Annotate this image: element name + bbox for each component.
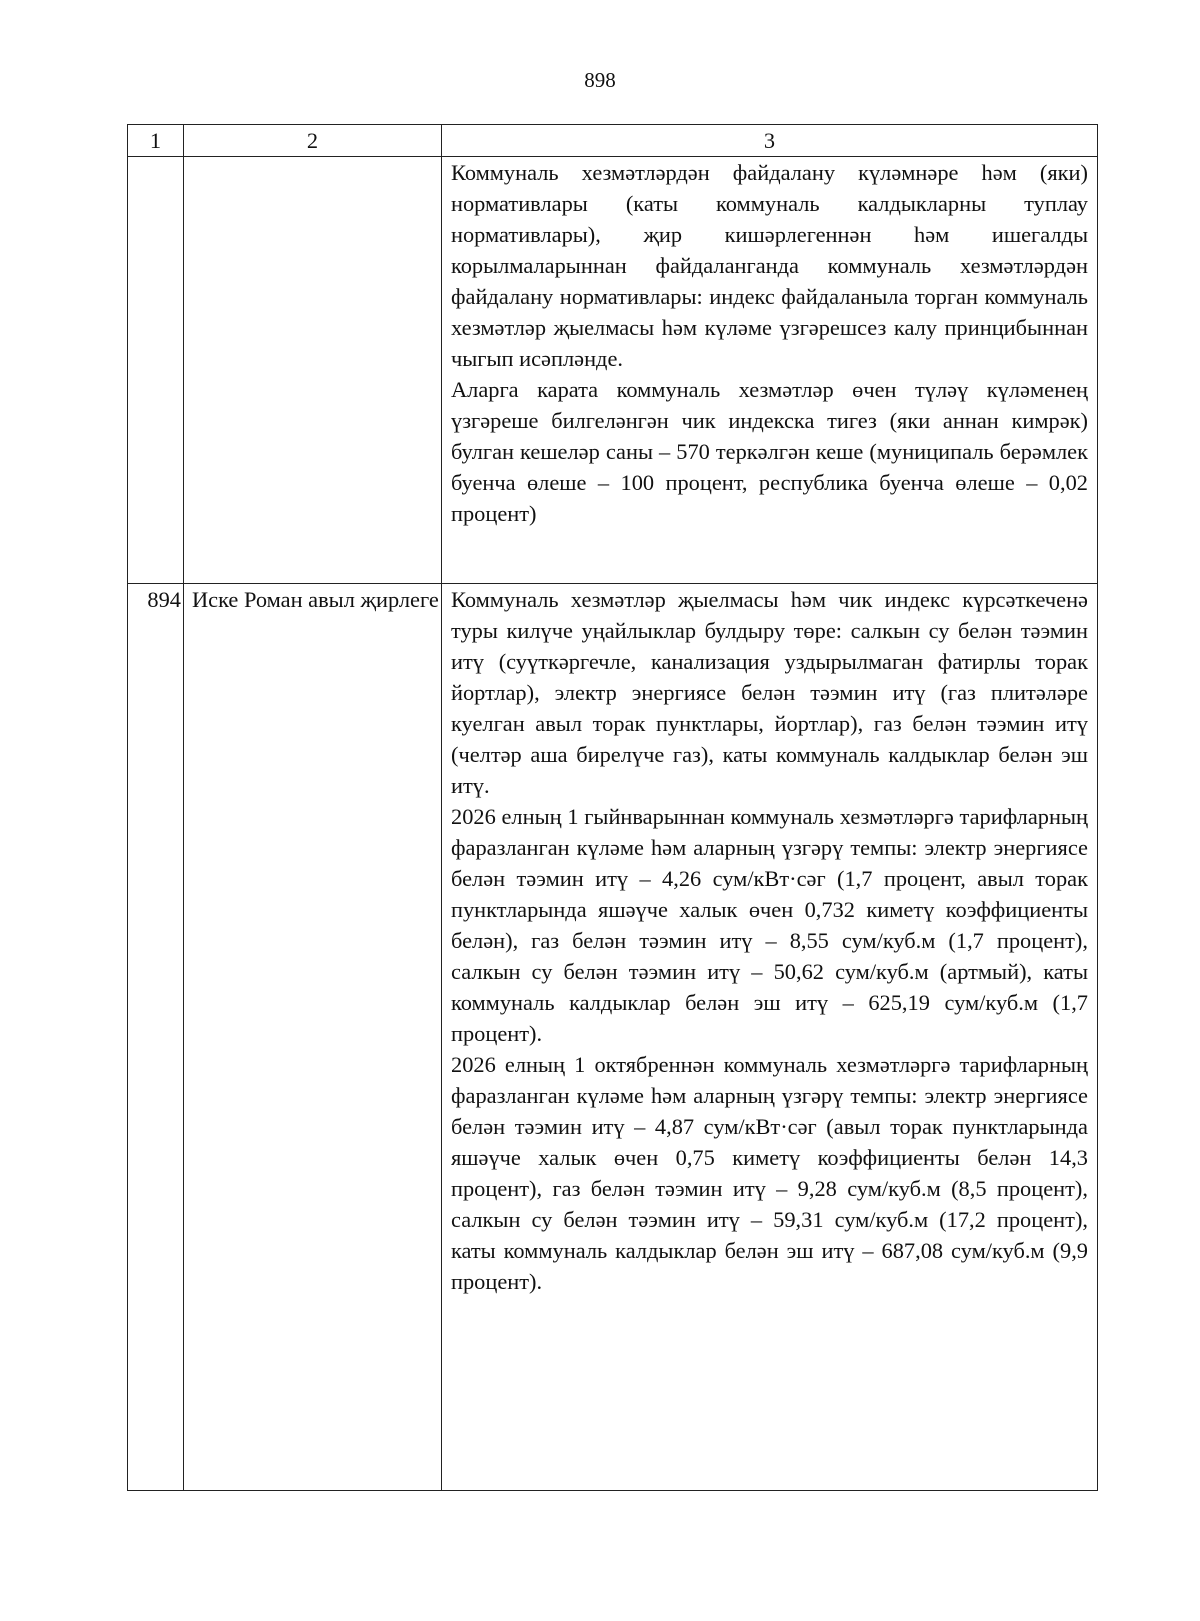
settlement-name: Иске Роман авыл җирлеге xyxy=(184,584,442,1491)
page-number: 898 xyxy=(584,68,616,92)
paragraph: Коммуналь хезмәтләр җыелмасы һәм чик индекс күрсәткеченә туры килүче уңайлыклар булдыру төре: салкын су белән тәэмин итү (суүткәргечле, канализация уздырылмаган фатирлы торак йортлар), электр энергиясе белән тәэмин итү (газ плитәләре куелган авыл торак пунктлары, йортлар), газ белән тәэмин итү (челтәр аша бирелүче газ), каты коммуналь калдыклар белән эш итү. xyxy=(451,587,1088,798)
table-row xyxy=(128,157,1098,584)
row-number: 894 xyxy=(128,584,184,1491)
paragraph: 2026 елның 1 гыйнварыннан коммуналь хезмәтләргә тарифларның фаразланган күләме һәм аларның үзгәрү темпы: электр энергиясе белән тәэмин итү – 4,26 сум/кВт·сәг (1,7 процент, авыл торак пунктларында яшәүче халык өчен 0,732 киметү коэффициенты белән), газ белән тәэмин итү – 8,55 сум/куб.м (1,7 процент), салкын су белән тәэмин итү – 50,62 сум/куб.м (артмый), каты коммуналь калдыклар белән эш итү – 625,19 сум/куб.м (1,7 процент). xyxy=(451,804,1088,1046)
settlement-name xyxy=(184,157,442,584)
paragraph: Коммуналь хезмәтләрдән файдалану күләмнәре һәм (яки) нормативлары (каты коммуналь калдыкларны туплау нормативлары), җир кишәрлегеннән һәм ишегалды корылмаларыннан файдаланганда коммуналь хезмәтләрдән файдалану нормативлары: индекс файдаланыла торган коммуналь хезмәтләр җыелмасы һәм күләме үзгәрешсез калу принцибыннан чыгып исәпләнде. xyxy=(451,160,1088,371)
column-header-2: 2 xyxy=(184,125,442,157)
document-table xyxy=(127,124,1098,1491)
row-description xyxy=(442,584,1098,1491)
row-number xyxy=(128,157,184,584)
paragraph: Аларга карата коммуналь хезмәтләр өчен түләү күләменең үзгәреше билгеләнгән чик индекска тигез (яки аннан кимрәк) булган кешеләр саны – 570 теркәлгән кеше (муниципаль берәмлек буенча өлеше – 100 процент, республика буенча өлеше – 0,02 процент) xyxy=(451,377,1088,526)
row-description xyxy=(442,157,1098,584)
column-header-3: 3 xyxy=(442,125,1098,157)
paragraph: 2026 елның 1 октябреннән коммуналь хезмәтләргә тарифларның фаразланган күләме һәм аларның үзгәрү темпы: электр энергиясе белән тәэмин итү – 4,87 сум/кВт·сәг (авыл торак пунктларында яшәүче халык өчен 0,75 киметү коэффициенты белән 14,3 процент), газ белән тәэмин итү – 9,28 сум/куб.м (8,5 процент), салкын су белән тәэмин итү – 59,31 сум/куб.м (17,2 процент), каты коммуналь калдыклар белән эш итү – 687,08 сум/куб.м (9,9 процент). xyxy=(451,1052,1088,1294)
table-header-row xyxy=(128,125,1098,157)
table-row xyxy=(128,584,1098,1491)
column-header-1: 1 xyxy=(128,125,184,157)
